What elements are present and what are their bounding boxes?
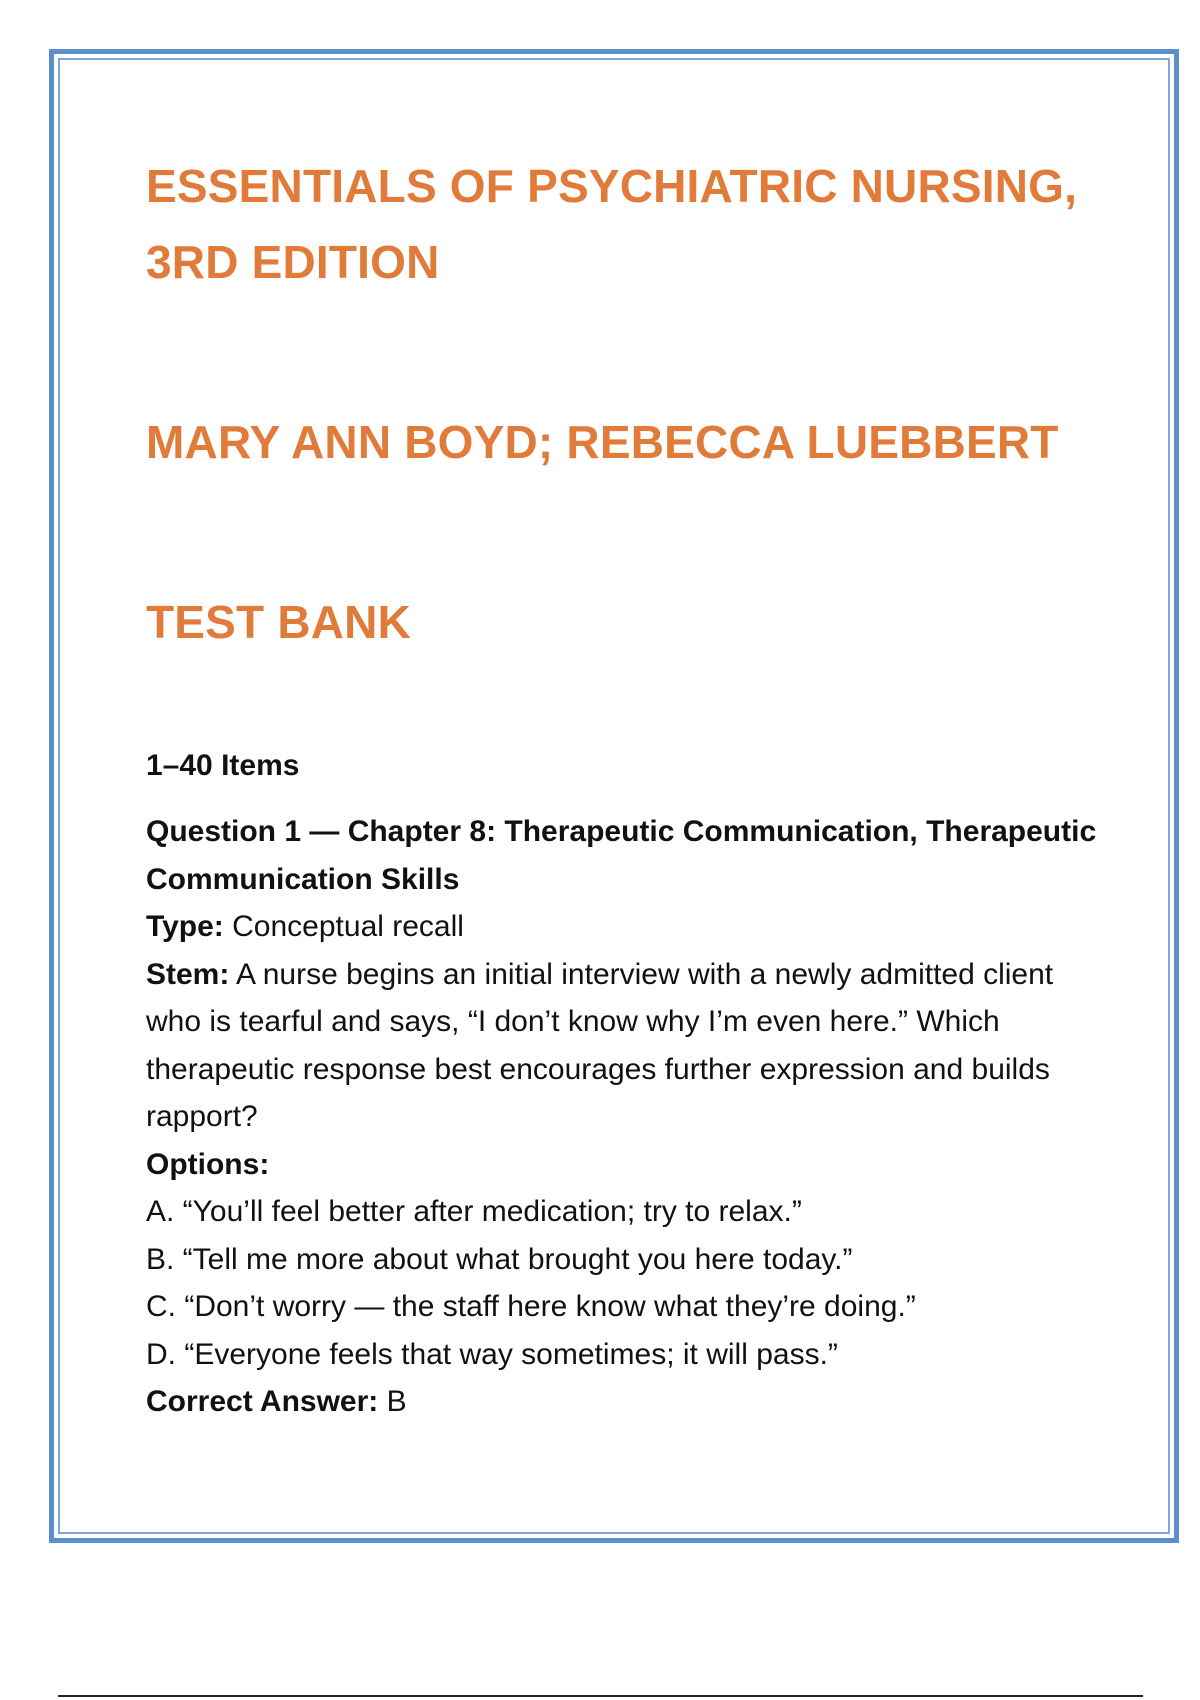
question-type bbox=[146, 903, 1106, 951]
type-label: Type: bbox=[146, 910, 224, 943]
option-c: C. “Don’t worry — the staff here know what they’re doing.” bbox=[146, 1290, 916, 1323]
option-d: D. “Everyone feels that way sometimes; it will pass.” bbox=[146, 1337, 838, 1371]
options-label: Options: bbox=[146, 1147, 270, 1181]
book-authors: MARY ANN BOYD; REBECCA LUEBBERT bbox=[146, 416, 1059, 468]
document-content bbox=[146, 130, 1106, 1426]
answer-value: B bbox=[386, 1385, 407, 1418]
stem-text: A nurse begins an initial interview with a newly admitted client who is tearful and says, “I don’t know why I’m even here.” Which therapeutic response best encourages further expression and builds rapport? bbox=[146, 957, 1054, 1133]
book-title: ESSENTIALS OF PSYCHIATRIC NURSING, 3RD EDITION bbox=[146, 160, 1078, 288]
answer-label: Correct Answer: bbox=[146, 1385, 379, 1418]
footer-divider bbox=[58, 1695, 1143, 1697]
options-list bbox=[146, 1188, 1106, 1378]
stem-label: Stem: bbox=[146, 957, 230, 991]
question-block bbox=[146, 808, 1106, 1426]
question-stem bbox=[146, 951, 1106, 1141]
items-count: 1–40 Items bbox=[146, 749, 300, 782]
correct-answer bbox=[146, 1378, 1106, 1426]
option-b: B. “Tell me more about what brought you here today.” bbox=[146, 1242, 853, 1276]
document-subtitle: TEST BANK bbox=[146, 596, 412, 648]
type-value: Conceptual recall bbox=[232, 910, 464, 943]
option-a: A. “You’ll feel better after medication; try to relax.” bbox=[146, 1195, 802, 1228]
question-heading: Question 1 — Chapter 8: Therapeutic Communication, Therapeutic Communication Skills bbox=[146, 815, 1097, 896]
